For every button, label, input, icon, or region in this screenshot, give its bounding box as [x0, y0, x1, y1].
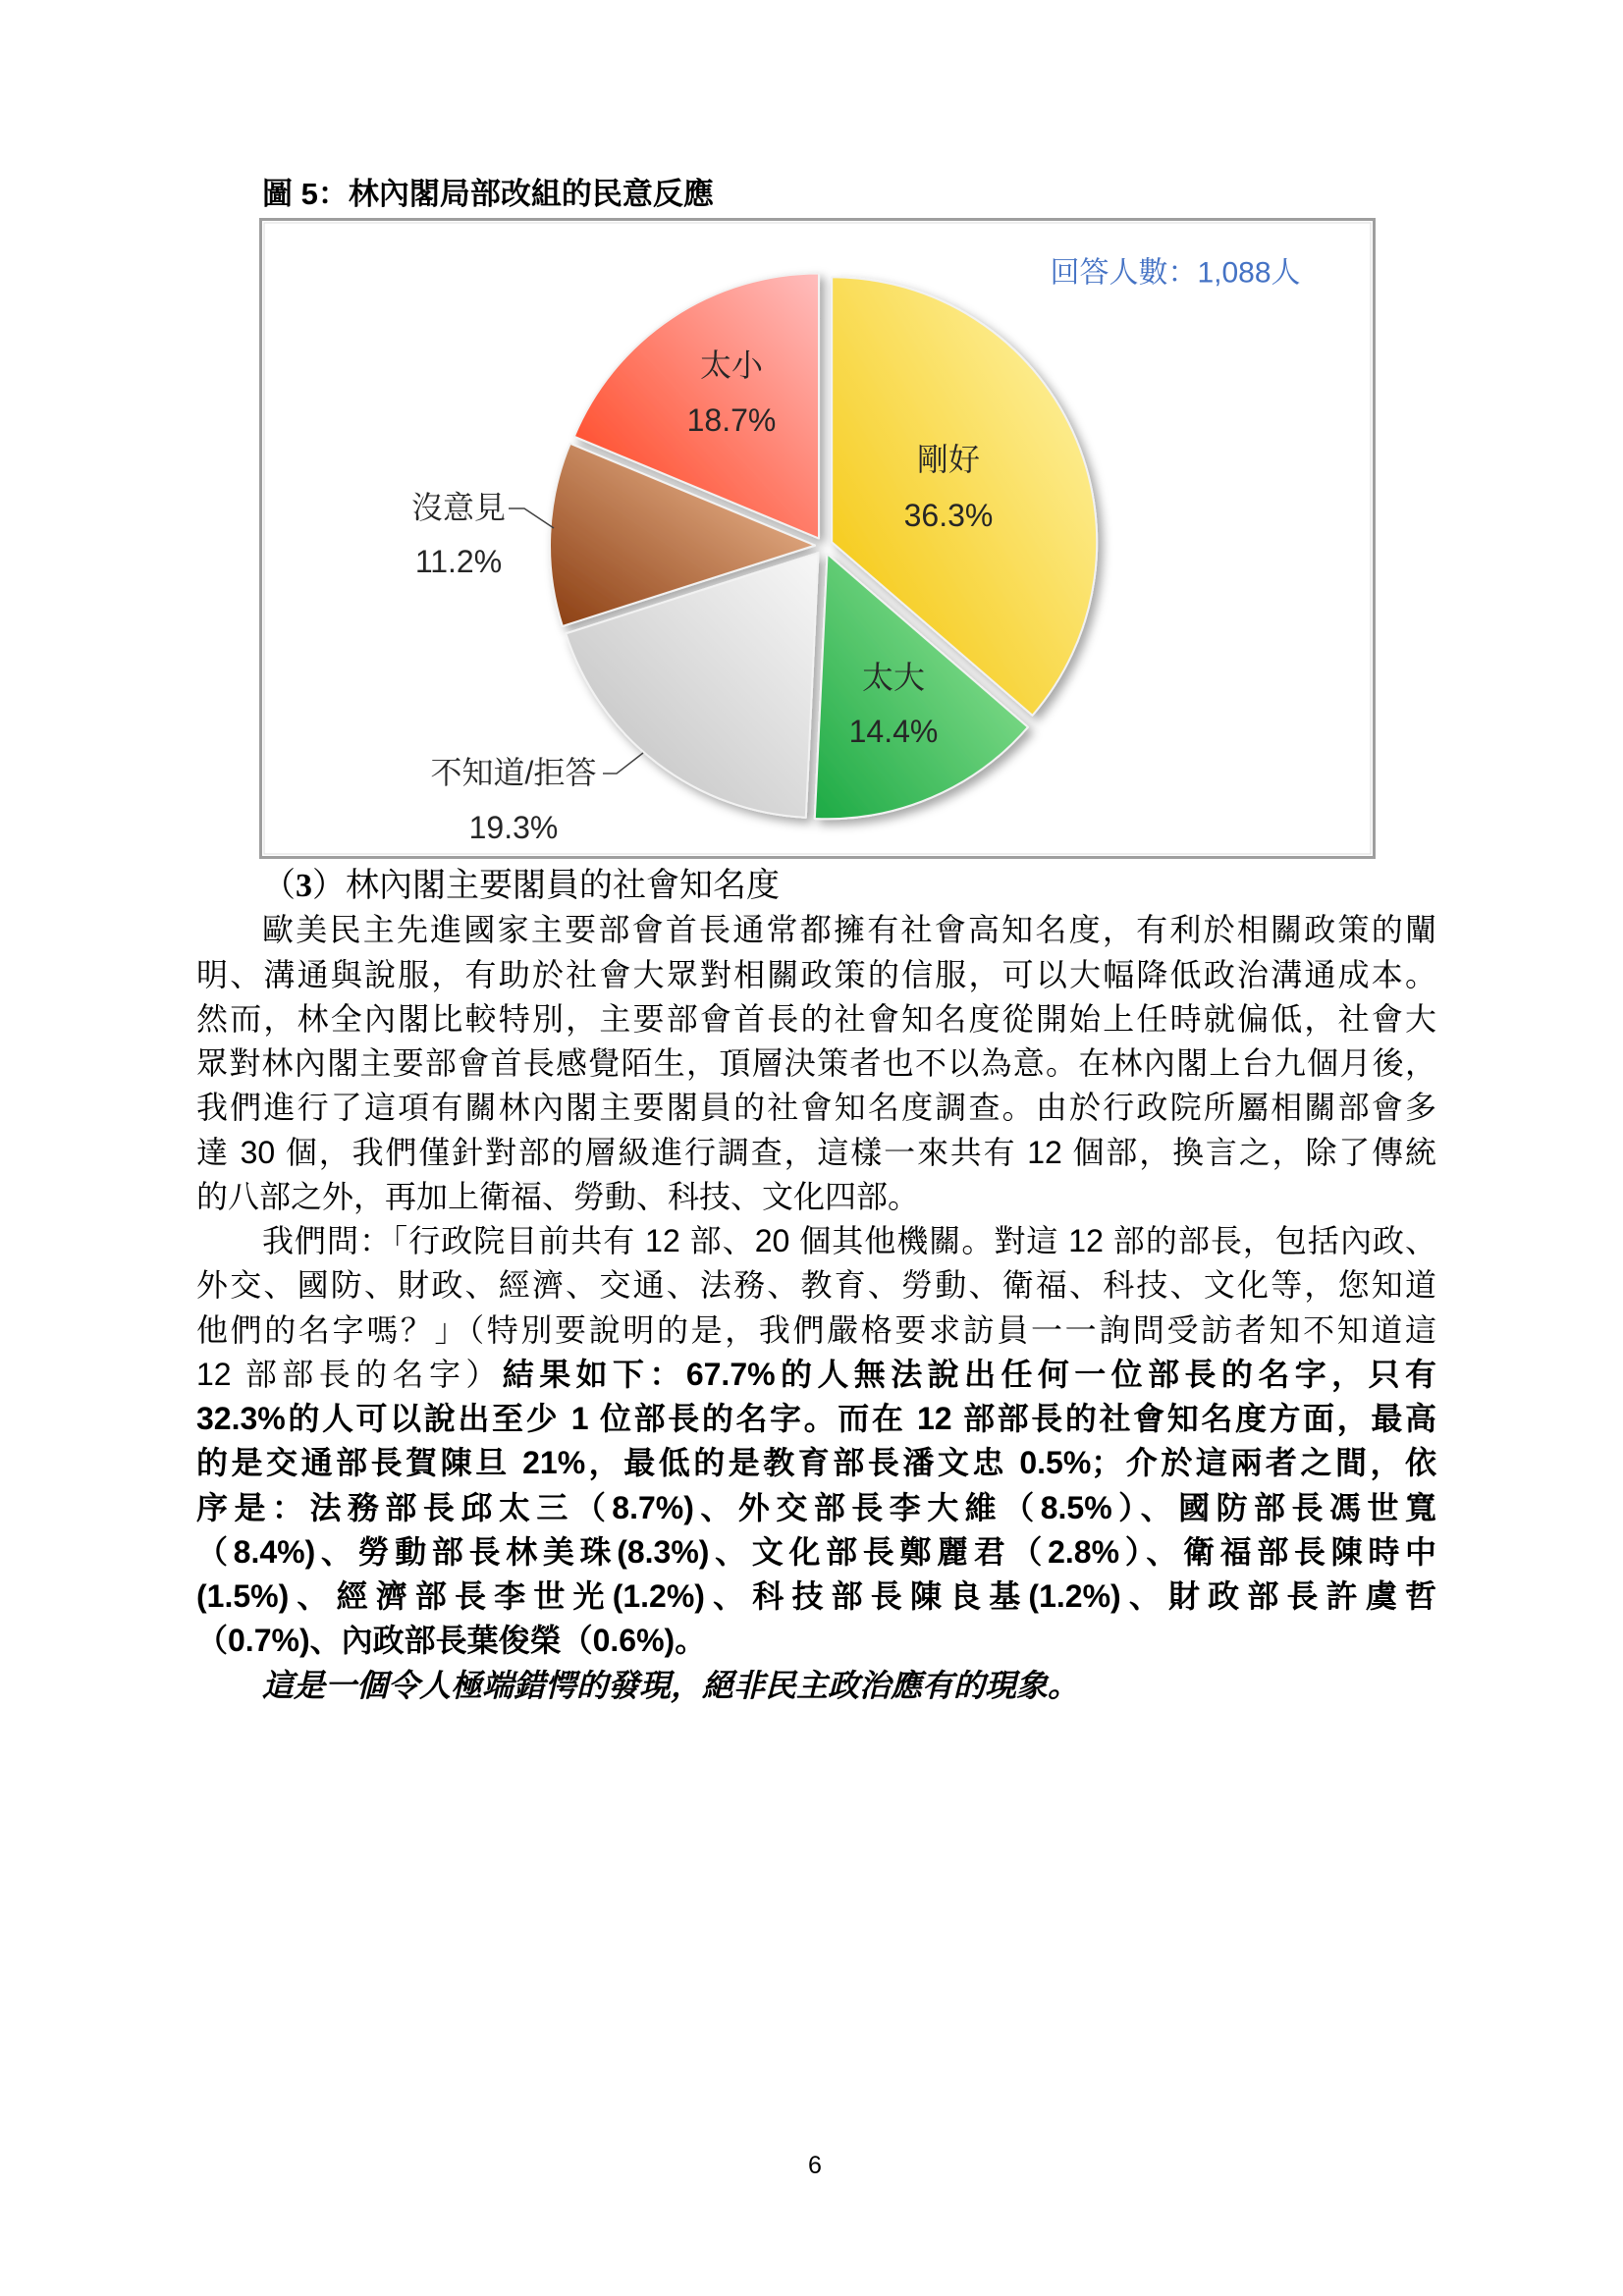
text-line	[196, 953, 1436, 997]
pie-chart	[259, 218, 1376, 859]
heading-segment: ）林內閣主要閣員的社會知名度	[312, 867, 780, 904]
pie-slice-value-label-2: 14.4%	[848, 714, 939, 749]
text-line	[196, 1486, 1436, 1530]
text-line	[196, 1664, 1436, 1708]
paragraph	[196, 1664, 1436, 1708]
pie-chart-box	[259, 218, 1376, 859]
text-segment: 達 30 個，我們僅針對部的層級進行調查，這樣一來共有 12 個部，換言之，除了傳統	[196, 1134, 1436, 1170]
text-segment: 我們問：「行政院目前共有 12 部、20 個其他機關。對這 12 部的部長，包括內政、	[262, 1223, 1436, 1258]
heading-segment: （	[262, 867, 296, 904]
pie-slice-value-label-1: 36.3%	[903, 498, 994, 533]
text-segment: 序是：法務部長邱太三（8.7%)、外交部長李大維（8.5%）、國防部長馮世寬	[196, 1489, 1436, 1525]
text-segment: 的八部之外，再加上衛福、勞動、科技、文化四部。	[196, 1178, 920, 1214]
text-line	[196, 1308, 1436, 1353]
text-line	[196, 1619, 1436, 1663]
pie-slice-label-5: 太小	[699, 347, 764, 383]
text-line	[196, 1575, 1436, 1619]
text-segment: 然而，林全內閣比較特別，主要部會首長的社會知名度從開始上任時就偏低，社會大	[196, 1000, 1436, 1037]
text-segment: 他們的名字嗎？」（特別要說明的是，我們嚴格要求訪員一一詢問受訪者知不知道這	[196, 1311, 1436, 1348]
text-segment: 眾對林內閣主要部會首長感覺陌生，頂層決策者也不以為意。在林內閣上台九個月後，	[196, 1045, 1436, 1081]
text-segment: （0.7%)、內政部長葉俊榮（0.6%)。	[196, 1623, 707, 1659]
text-segment: 歐美民主先進國家主要部會首長通常都擁有社會高知名度，有利於相關政策的闡	[262, 912, 1436, 948]
pie-slice-label-3: 不知道/拒答	[430, 755, 597, 790]
text-line	[196, 1530, 1436, 1575]
text-line	[196, 1397, 1436, 1441]
text-segment: 的是交通部長賀陳旦 21%，最低的是教育部長潘文忠 0.5%；介於這兩者之間，依	[196, 1445, 1436, 1481]
text-segment: 我們進行了這項有關林內閣主要閣員的社會知名度調查。由於行政院所屬相關部會多	[196, 1090, 1436, 1126]
text-segment: （8.4%)、勞動部長林美珠(8.3%)、文化部長鄭麗君（2.8%）、衛福部長陳時中	[196, 1533, 1436, 1570]
text-line	[196, 1441, 1436, 1485]
paragraph	[196, 1219, 1436, 1664]
text-line	[196, 1175, 1436, 1219]
pie-slice-value-label-5: 18.7%	[686, 402, 777, 438]
respondent-count-annotation: 回答人數：1,088人	[1050, 256, 1301, 290]
body-text	[196, 864, 1436, 1708]
text-segment: 12 部部長的名字）	[196, 1356, 503, 1392]
text-line	[196, 997, 1436, 1041]
paragraph	[196, 908, 1436, 1219]
text-line	[196, 908, 1436, 952]
pie-slice-label-4: 沒意見	[410, 490, 507, 525]
section-heading	[196, 864, 1436, 908]
pie-slice-label-2: 太大	[861, 660, 926, 695]
heading-segment: 3	[296, 868, 312, 904]
text-segment: (1.5%)、經濟部長李世光(1.2%)、科技部長陳良基(1.2%)、財政部長許虞哲	[196, 1578, 1436, 1614]
pie-slice-value-label-3: 19.3%	[468, 810, 559, 845]
pie-slice-label-1: 剛好	[916, 442, 981, 477]
pie-slice-value-label-4: 11.2%	[414, 544, 503, 579]
text-segment: 這是一個令人極端錯愕的發現，絕非民主政治應有的現象。	[262, 1667, 1080, 1703]
text-line	[196, 1263, 1436, 1308]
text-segment: 結果如下：67.7%的人無法說出任何一位部長的名字，只有	[502, 1356, 1436, 1392]
text-line	[196, 1041, 1436, 1086]
text-line	[196, 1353, 1436, 1397]
text-segment: 32.3%的人可以說出至少 1 位部長的名字。而在 12 部部長的社會知名度方面，最高	[196, 1401, 1436, 1436]
figure-caption: 圖 5：林內閣局部改組的民意反應	[262, 177, 714, 211]
text-segment: 明、溝通與說服，有助於社會大眾對相關政策的信服，可以大幅降低政治溝通成本。	[196, 956, 1436, 992]
text-line	[196, 1219, 1436, 1263]
text-segment: 外交、國防、財政、經濟、交通、法務、教育、勞動、衛福、科技、文化等，您知道	[196, 1267, 1436, 1304]
text-line	[196, 1086, 1436, 1130]
text-line	[196, 1131, 1436, 1175]
page-number: 6	[808, 2152, 822, 2179]
